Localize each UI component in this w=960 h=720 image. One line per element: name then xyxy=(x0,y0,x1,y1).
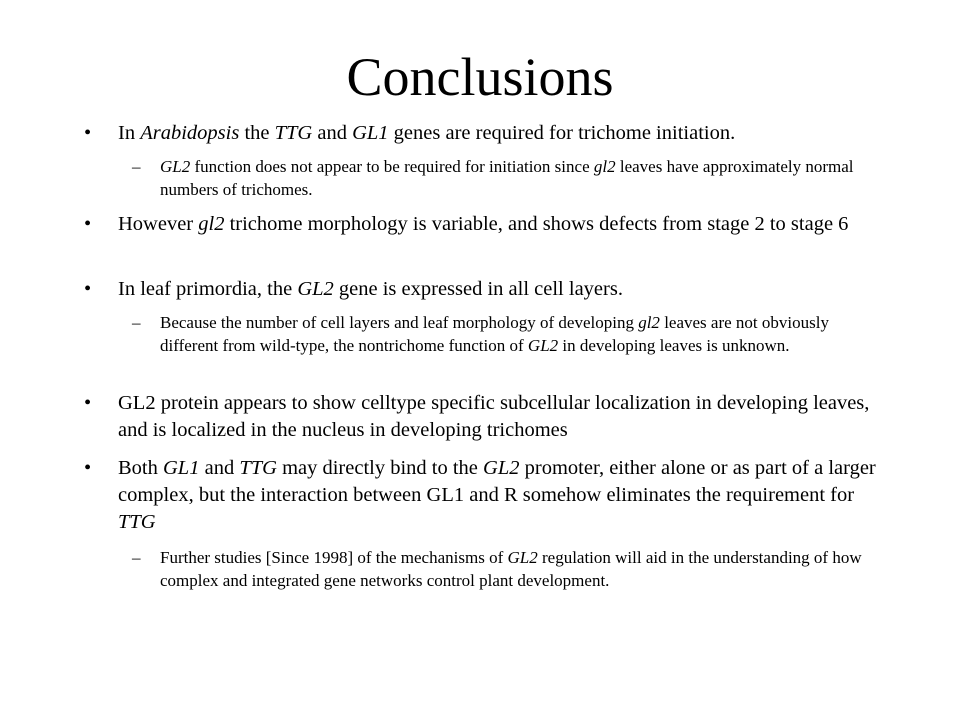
italic-term: GL2 xyxy=(297,278,334,300)
text: regulation will aid in the understanding of how complex and integrated gene networks control plant development. xyxy=(160,548,862,590)
italic-term: GL2 xyxy=(507,548,538,567)
bullet-2 xyxy=(84,211,888,238)
text: promoter, either alone or as part of a larger complex, but the interaction between GL1 and R somehow eliminates the requirement for xyxy=(118,457,876,506)
slide-title: Conclusions xyxy=(346,47,614,107)
italic-term: Arabidopsis xyxy=(140,122,240,144)
text: trichome morphology is variable, and shows defects from stage 2 to stage 6 xyxy=(224,213,849,235)
text: genes are required for trichome initiation. xyxy=(388,122,736,144)
text: and xyxy=(312,122,353,144)
italic-term: GL2 xyxy=(527,336,559,355)
italic-term: GL2 xyxy=(483,457,520,479)
italic-term: GL1 xyxy=(163,457,200,479)
italic-term: TTG xyxy=(239,457,277,479)
sub-bullet-1-1 xyxy=(132,155,870,201)
italic-term: gl2 xyxy=(593,157,616,176)
sub-bullet-marker: – xyxy=(132,313,141,332)
italic-term: TTG xyxy=(118,511,156,533)
bullet-marker: • xyxy=(84,213,92,235)
text: In xyxy=(118,122,141,144)
text: and xyxy=(199,457,240,479)
italic-term: GL2 xyxy=(160,157,191,176)
bullet-marker: • xyxy=(84,392,92,414)
text: GL2 protein appears to show celltype specific subcellular localization in developing leaves, and is localized in the nucleus in developing trichomes xyxy=(118,392,870,441)
sub-bullet-3-1 xyxy=(132,311,870,357)
bullet-5 xyxy=(84,455,888,536)
text: However xyxy=(118,213,199,235)
bullet-3 xyxy=(84,276,888,303)
sub-bullet-5-1 xyxy=(132,546,870,592)
sub-bullet-marker: – xyxy=(132,157,141,176)
bullet-1 xyxy=(84,120,888,147)
text: function does not appear to be required for initiation since xyxy=(190,157,594,176)
italic-term: TTG xyxy=(274,122,313,144)
bullet-marker: • xyxy=(84,457,92,479)
text: in developing leaves is unknown. xyxy=(558,336,790,355)
italic-term: gl2 xyxy=(198,213,225,235)
text: may directly bind to the xyxy=(276,457,484,479)
text: Further studies [Since 1998] of the mechanisms of xyxy=(160,548,508,567)
text: gene is expressed in all cell layers. xyxy=(333,278,623,300)
text: the xyxy=(239,122,275,144)
bullet-4 xyxy=(84,390,888,444)
italic-term: GL1 xyxy=(352,122,389,144)
text: In leaf primordia, the xyxy=(118,278,298,300)
text: Both xyxy=(118,457,163,479)
italic-term: gl2 xyxy=(638,313,660,332)
bullet-marker: • xyxy=(84,278,92,300)
bullet-marker: • xyxy=(84,122,92,144)
text: leaves are not obviously different from wild-type, the nontrichome function of xyxy=(160,313,829,355)
sub-bullet-marker: – xyxy=(132,548,141,567)
text: Because the number of cell layers and leaf morphology of developing xyxy=(160,313,639,332)
text: leaves have approximately normal numbers of trichomes. xyxy=(160,157,854,199)
